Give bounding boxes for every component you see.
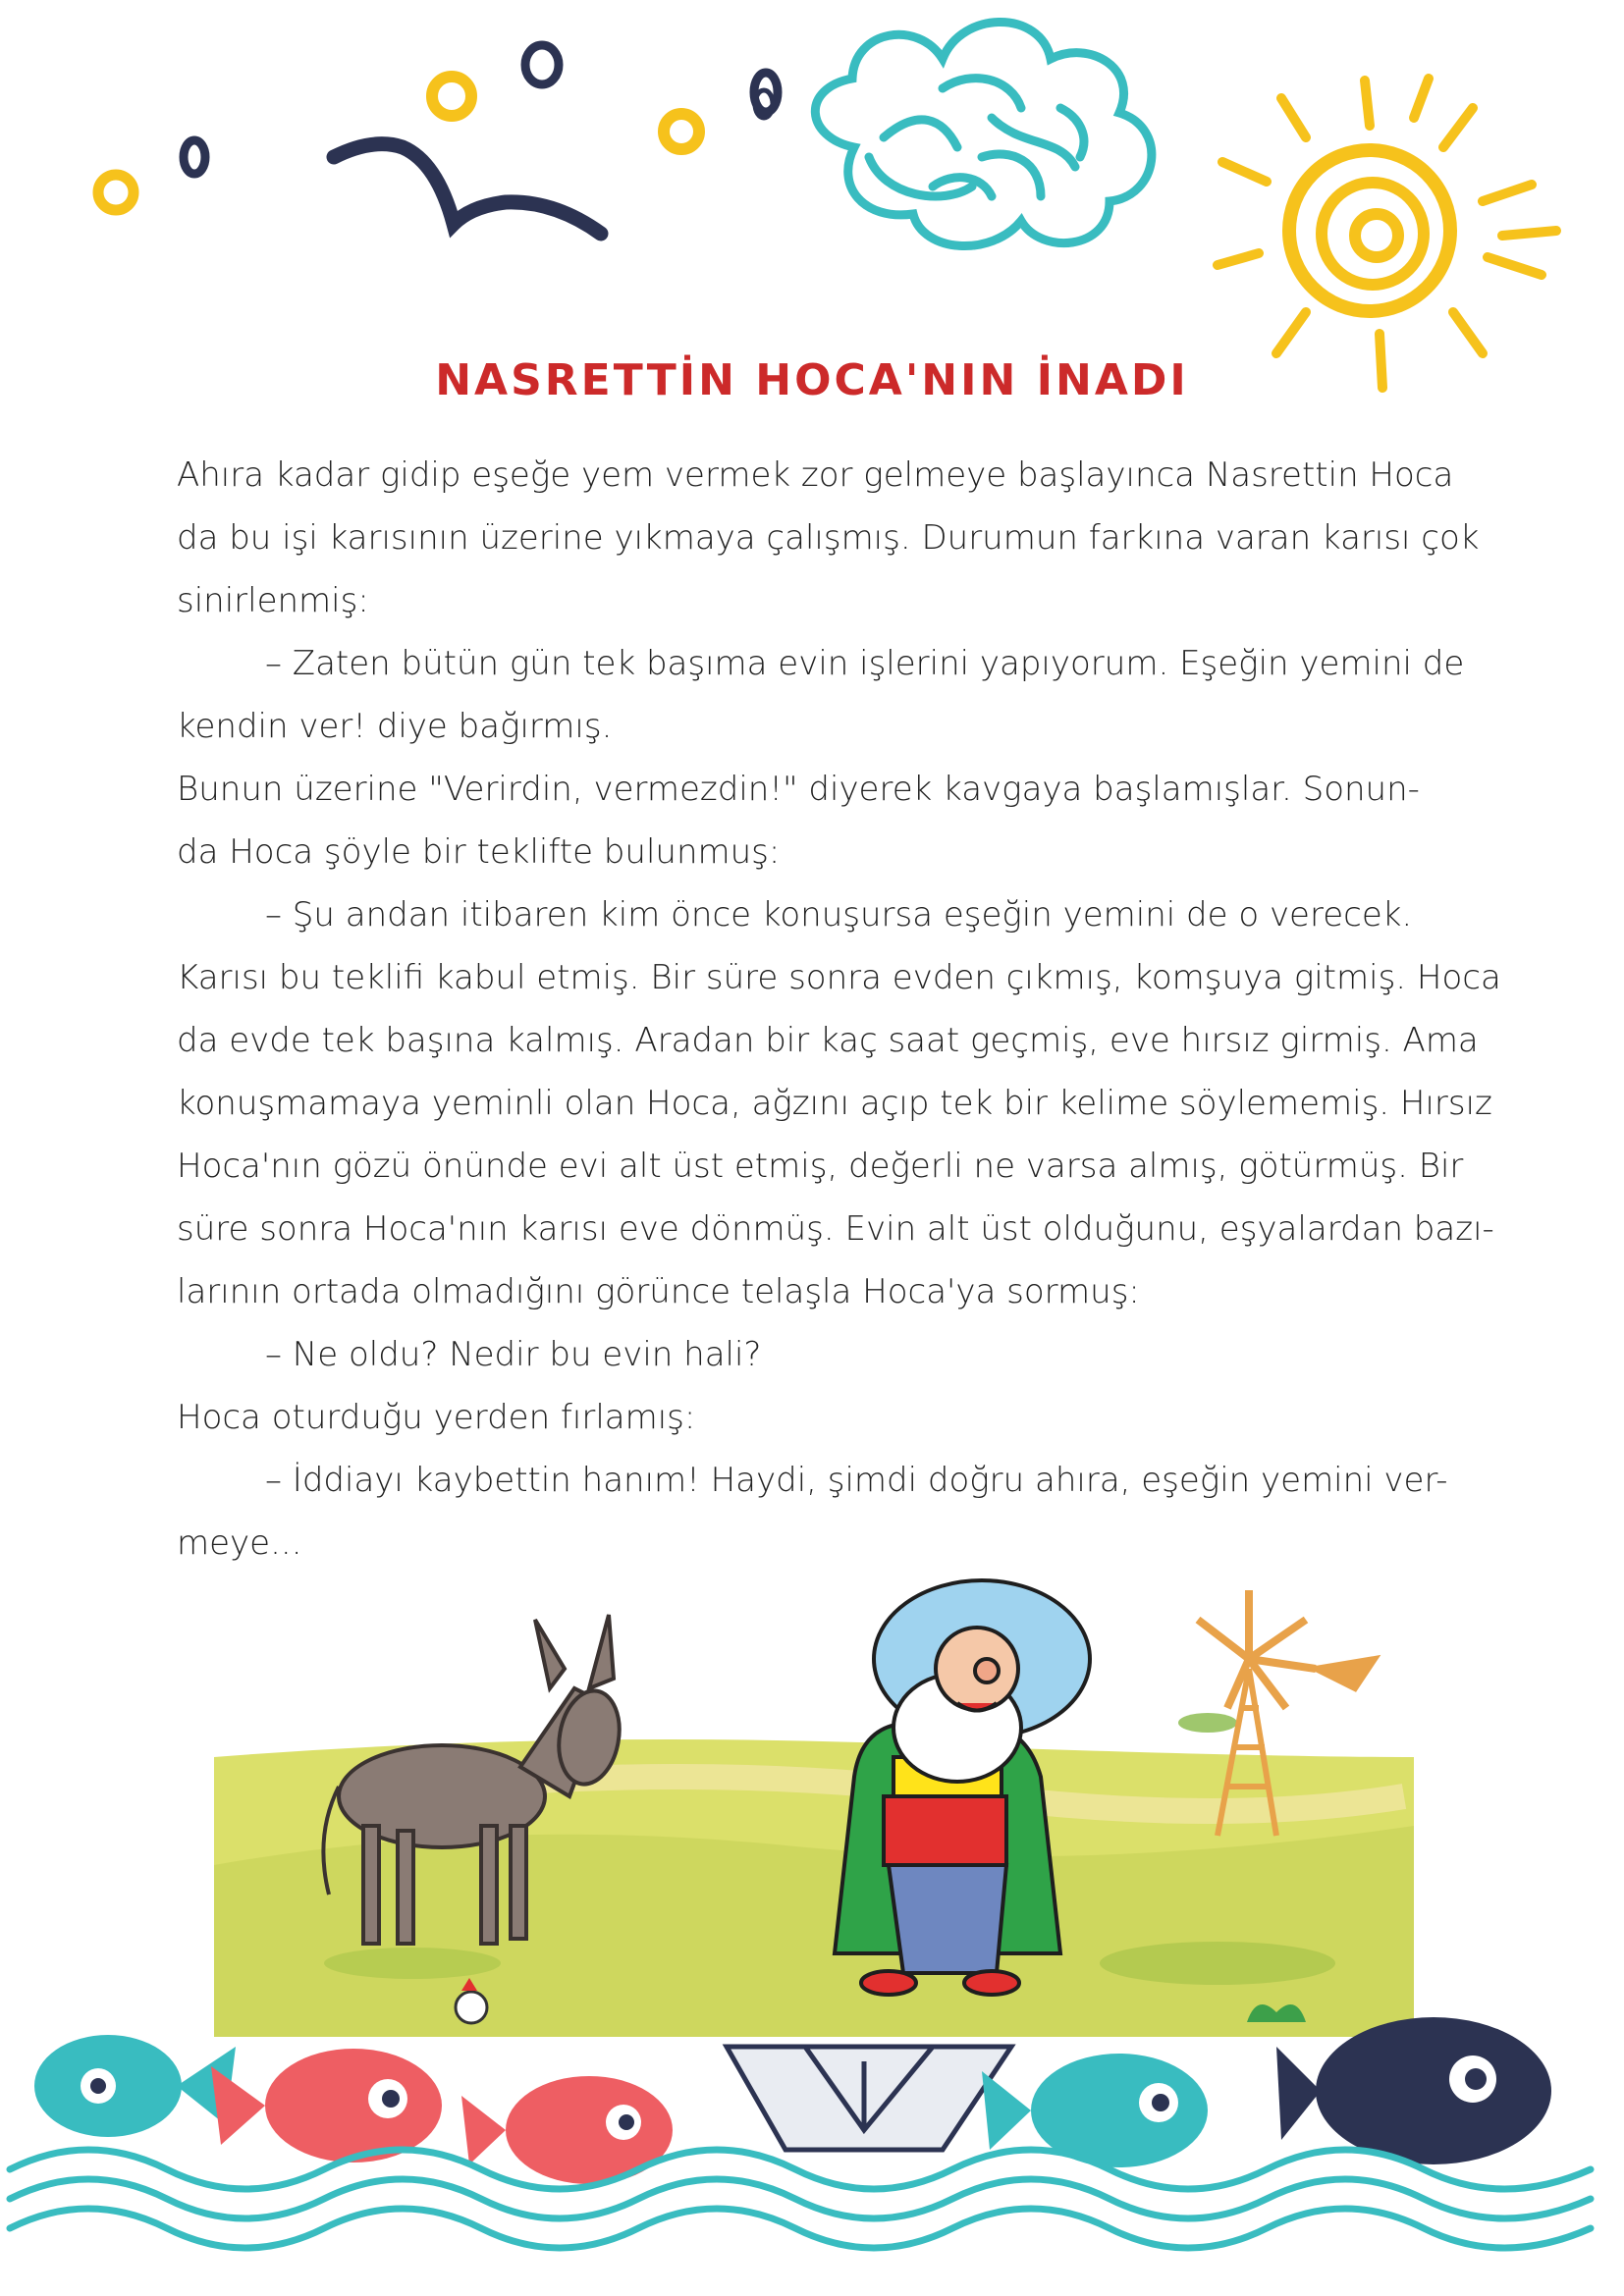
paper-boat-icon — [727, 2047, 1011, 2150]
story-line: Ahıra kadar gidip eşeğe yem vermek zor gelmeye başlayınca Nasrettin Hoca — [177, 455, 1454, 495]
story-line: sinirlenmiş: — [177, 581, 369, 620]
story-line: Karısı bu teklifi kabul etmiş. Bir süre sonra evden çıkmış, komşuya gitmiş. Hoca — [177, 958, 1501, 997]
fish-icon — [34, 2035, 236, 2137]
story-line: – Zaten bütün gün tek başıma evin işlerini yapıyorum. Eşeğin yemini de — [265, 644, 1465, 683]
story-line: larının ortada olmadığını görünce telaşla Hoca'ya sormuş: — [177, 1272, 1140, 1311]
fish-icon — [211, 2049, 442, 2163]
story-line: Bunun üzerine "Verirdin, vermezdin!" diyerek kavgaya başlamışlar. Sonun- — [177, 770, 1420, 809]
story-line: da bu işi karısının üzerine yıkmaya çalışmış. Durumun farkına varan karısı çok — [177, 518, 1480, 558]
story-line: süre sonra Hoca'nın karısı eve dönmüş. Evin alt üst olduğunu, eşyalardan bazı- — [177, 1209, 1494, 1249]
story-illustration — [0, 1590, 1624, 2042]
story-text — [177, 444, 1501, 1575]
fish-icon — [1276, 2017, 1551, 2164]
story-line: kendin ver! diye bağırmış. — [177, 707, 613, 746]
doodle-decorations-icon — [0, 0, 1624, 412]
story-line: – Ne oldu? Nedir bu evin hali? — [265, 1335, 762, 1374]
story-line: – İddiayı kaybettin hanım! Haydi, şimdi doğru ahıra, eşeğin yemini ver- — [265, 1461, 1448, 1500]
story-line: Hoca'nın gözü önünde evi alt üst etmiş, değerli ne varsa almış, götürmüş. Bir — [177, 1147, 1464, 1186]
story-line: konuşmamaya yeminli olan Hoca, ağzını açıp tek bir kelime söylememiş. Hırsız — [177, 1084, 1492, 1123]
story-line: Hoca oturduğu yerden fırlamış: — [177, 1398, 696, 1437]
fish-border-decoration — [0, 2032, 1624, 2296]
story-line: – Şu andan itibaren kim önce konuşursa eşeğin yemini de o verecek. — [265, 895, 1413, 934]
story-line: da Hoca şöyle bir teklifte bulunmuş: — [177, 832, 781, 872]
story-line: meye... — [177, 1523, 302, 1563]
story-line: da evde tek başına kalmış. Aradan bir kaç saat geçmiş, eve hırsız girmiş. Ama — [177, 1021, 1479, 1060]
story-title: NASRETTİN HOCA'NIN İNADI — [435, 355, 1189, 405]
